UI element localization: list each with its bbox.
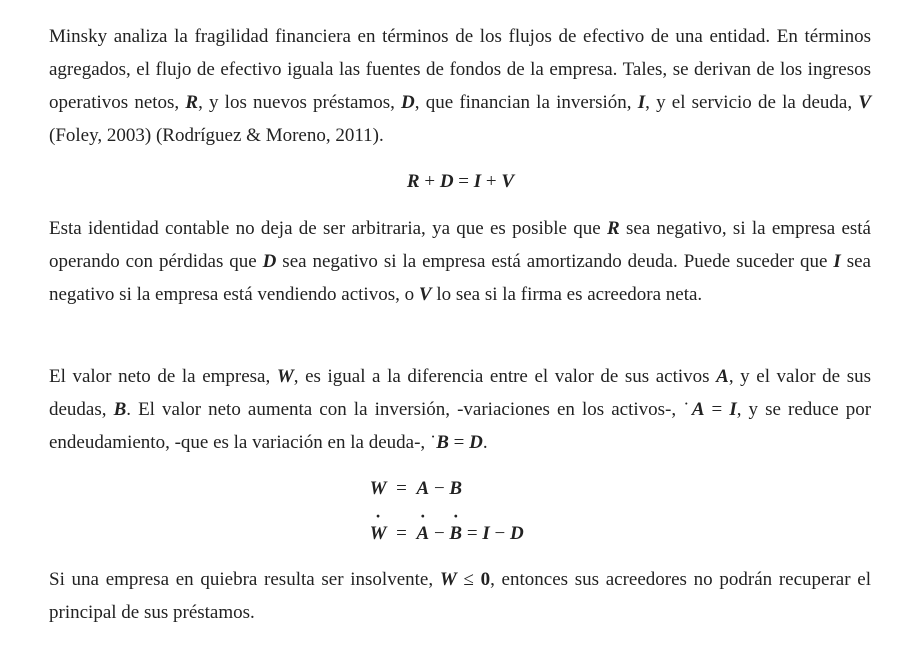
math-number: 0 [480,569,491,590]
aligned-row [355,521,567,547]
math-var: A [416,478,430,499]
text: Si una empresa en quiebra resulta ser insolvente, [49,569,440,590]
dot-accent: ˙ [429,432,437,453]
math-var: R [406,171,420,192]
math-var-i: I [637,92,646,113]
text: . [482,432,488,453]
math-var: V [501,171,515,192]
math-op: − [429,478,450,499]
text: Esta identidad contable no deja de ser arbitraria, ya que es posible que [49,218,607,239]
math-var: D [509,523,524,544]
text: Minsky analiza la fragilidad financiera en términos de los flujos de efectivo de una entidad. En términos agregados, el flujo de efectivo iguala las fuentes de fondos de la empresa. Tales, se derivan de los ingresos operativos netos, [49,26,871,113]
math-op: = [462,523,483,544]
math-var-dot: ˙ W [370,521,387,547]
math-lhs [355,521,387,547]
math-var-r: R [606,218,620,239]
math-var-w: W [439,569,457,590]
math-var: B [449,478,463,499]
math-var-i: I [729,399,737,420]
math-var-a: A [716,366,729,387]
text: , y el servicio de la deuda, [645,92,859,113]
math-op: − [429,523,450,544]
equation-net-worth [0,476,921,502]
math-var-dot: ˙ A [417,521,430,547]
text: sea negativo si la empresa está amortizando deuda. Puede suceder que [276,251,834,272]
math-op: − [489,523,510,544]
math-op: = [704,399,730,420]
math-op: + [419,171,440,192]
paragraph-insolvency [49,563,871,629]
math-var-r: R [185,92,199,113]
paragraph-minsky-cash-flows [49,20,871,152]
math-var-dot: ˙ B [449,521,462,547]
math-var: I [473,171,482,192]
math-var-b: B [113,399,127,420]
text: , y los nuevos préstamos, [198,92,402,113]
paragraph-net-worth [49,360,871,459]
math-var-d: D [401,92,415,113]
text: . El valor neto aumenta con la inversión, -variaciones en los activos-, [126,399,684,420]
math-relation: = [396,523,407,544]
text: sea negativo si la empresa está vendiendo activos, o [49,251,871,305]
math-rhs [417,521,567,547]
math-var-d: D [469,432,483,453]
text: , que financian la inversión, [414,92,638,113]
equation-cash-flow-identity [0,169,921,195]
dot-accent: ˙ [683,399,692,420]
math-var-i: I [833,251,841,272]
text: , y se reduce por endeudamiento, -que es la variación en la deuda-, [49,399,872,453]
math-var-v: V [418,284,432,305]
text: , es igual a la diferencia entre el valor de sus activos [293,366,717,387]
math-relation: = [396,478,407,499]
equation-net-worth-change [0,521,921,547]
paragraph-identity-discussion [49,212,871,311]
math-op: + [481,171,502,192]
text: sea negativo, si la empresa está operando con pérdidas que [49,218,871,272]
math-var: D [439,171,454,192]
text: , entonces sus acreedores no podrán recuperar el principal de sus préstamos. [49,569,871,623]
text: , y el valor de sus deudas, [49,366,871,420]
math-var-v: V [858,92,871,113]
math-var-d: D [262,251,277,272]
math-op: ≤ [456,569,481,590]
aligned-row [355,476,567,502]
math-lhs: W [369,478,387,499]
text: (Foley, 2003) (Rodríguez & Moreno, 2011). [49,125,384,146]
math-op: = [453,171,474,192]
math-var-b: B [436,432,449,453]
text: El valor neto de la empresa, [49,366,277,387]
math-var: I [482,523,490,544]
math-op: = [448,432,470,453]
math-var-w: W [276,366,294,387]
math-var-a: A [691,399,705,420]
math-rhs [417,476,567,502]
text: lo sea si la firma es acreedora neta. [431,284,703,305]
